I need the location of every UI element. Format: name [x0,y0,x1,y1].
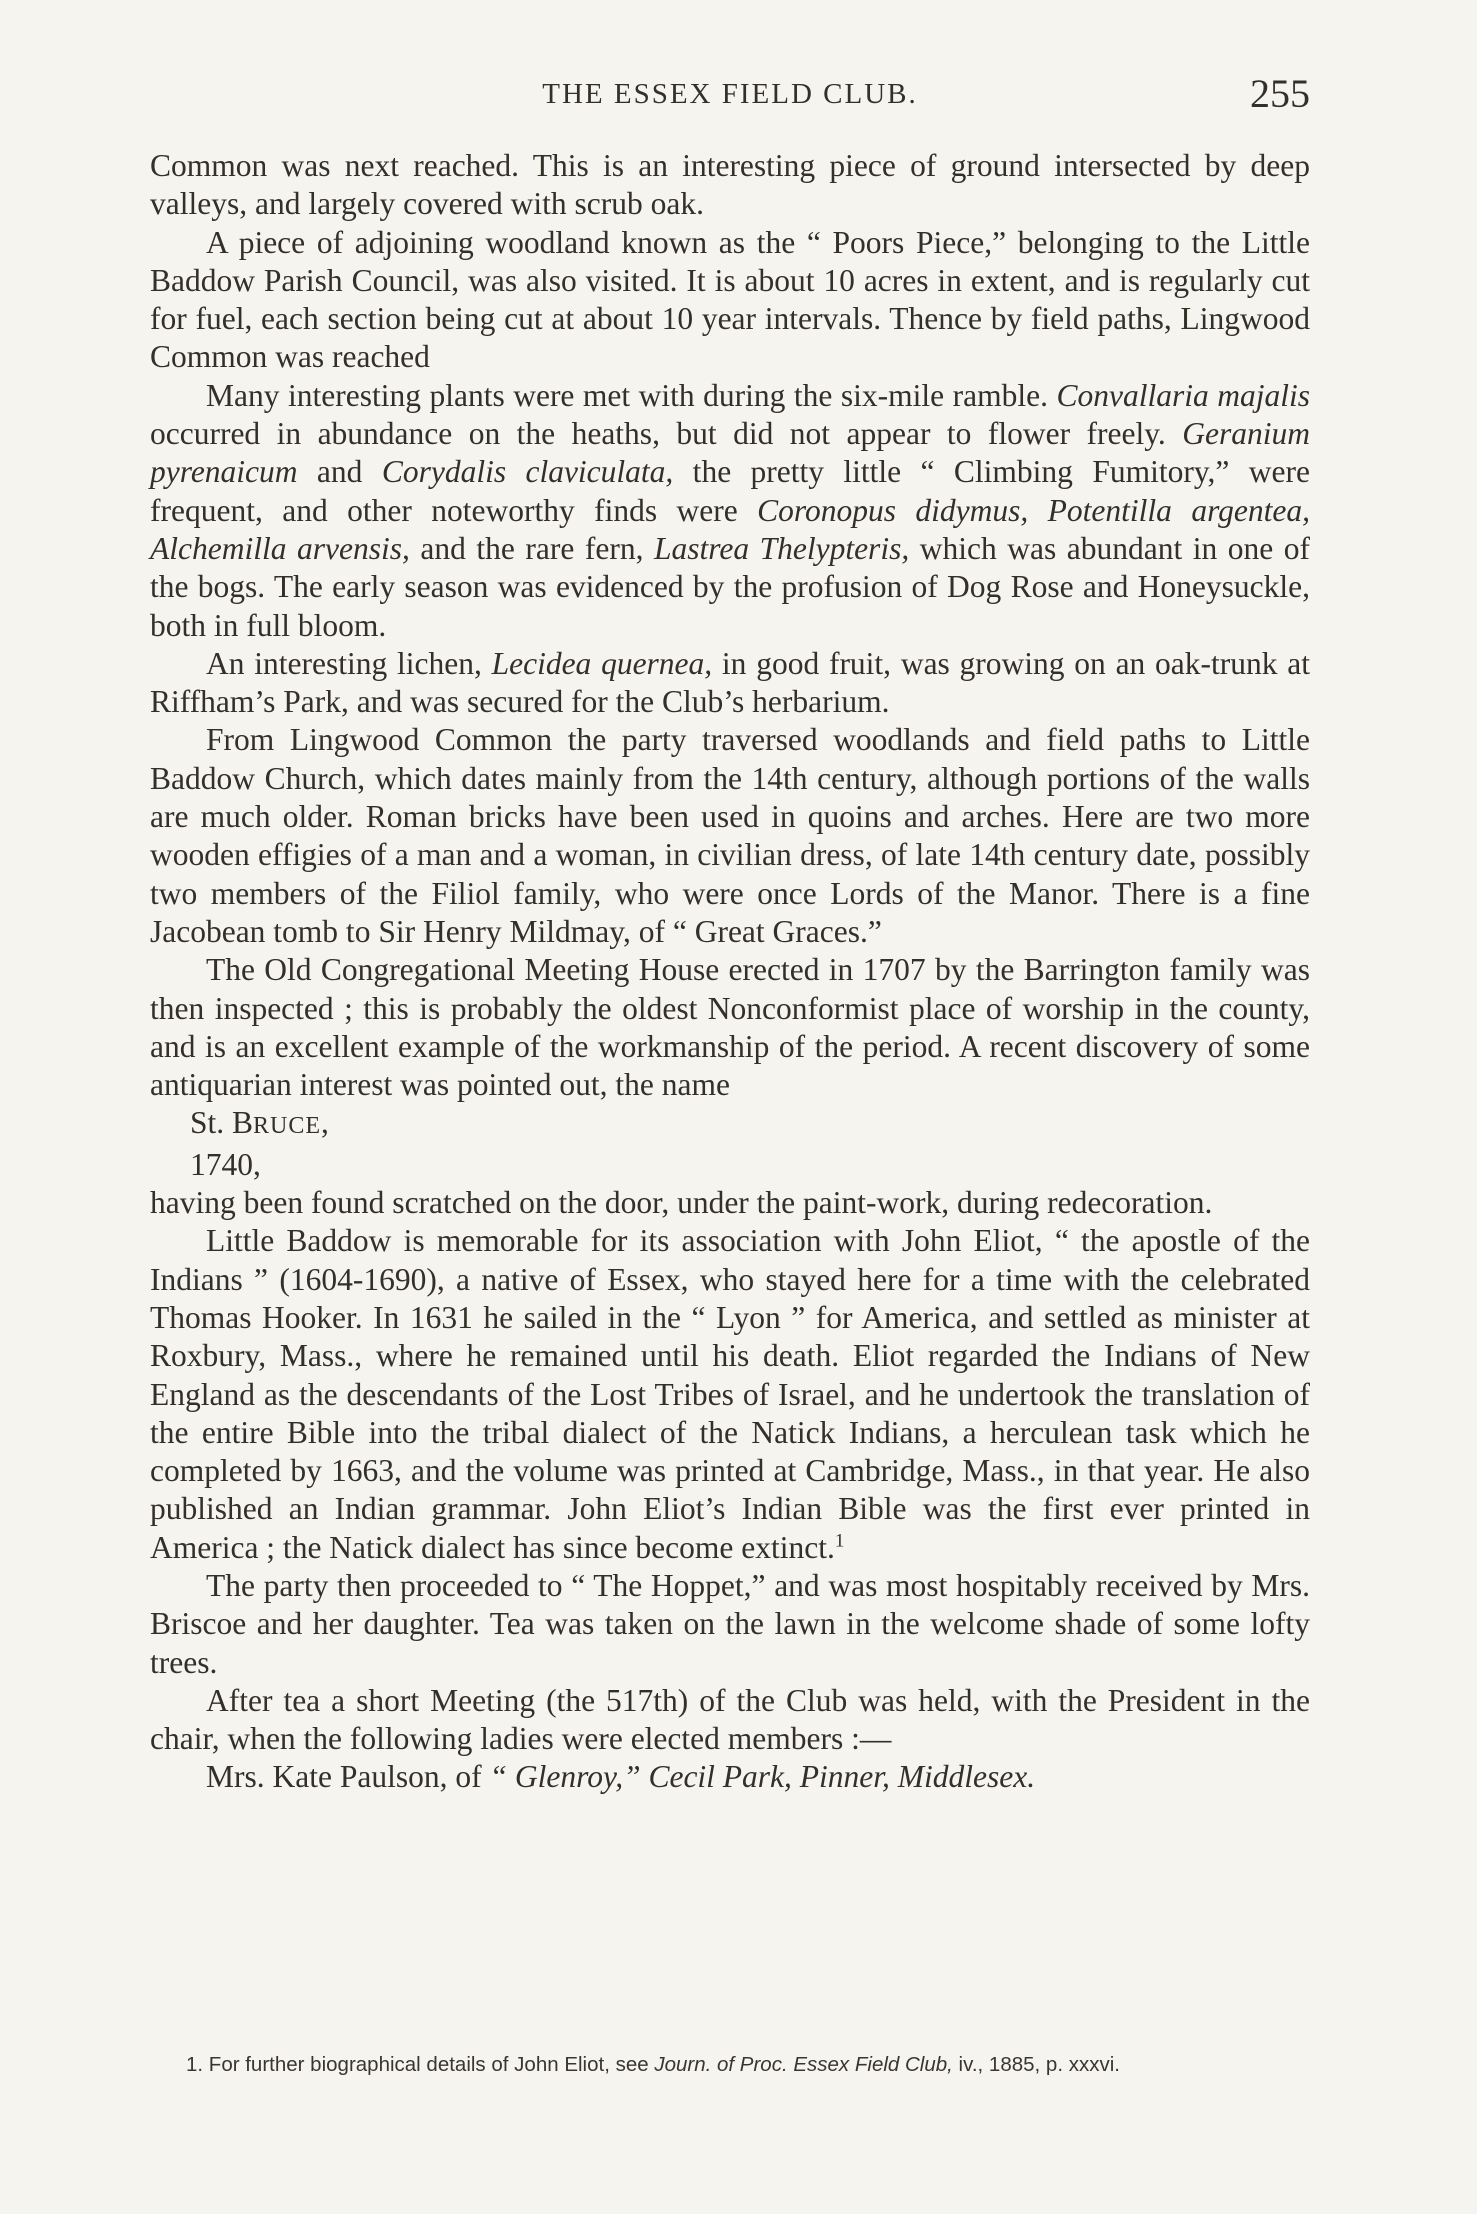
text-run: the pretty little “ Climbing Fumitory,” were frequent, and other noteworthy finds were [150,454,1310,528]
text-run: 1. For further biographical details of John Eliot, see [186,2053,655,2076]
paragraph-meeting-house: The Old Congregational Meeting House erected in 1707 by the Barrington family was then inspected ; this is probably the oldest Nonconformist place of worship in the county, and is an excellent example of the workmanship of the period. A recent discovery of some antiquarian interest was pointed out, the name [150,952,1310,1103]
inscription-st: St. B [190,1105,254,1141]
paragraph-john-eliot [150,1222,1310,1567]
inscription-comma: , [321,1105,329,1141]
footnote-reference: 1 [834,1530,845,1552]
species-name: Geranium pyrenaicum [150,416,1310,490]
text-run: and [297,454,382,490]
text-run: Little Baddow is memorable for its association with John Eliot, “ the apostle of the Indians ” (1604-1690), a native of Essex, who stayed here for a time with the celebrated Thomas Hooker. In 1631 he sailed in the “ Lyon ” for America, and settled as minister at Roxbury, Mass., where he remained until his death. Eliot regarded the Indians of New England as the descendants of the Lost Tribes of Israel, and he undertook the translation of the entire Bible into the tribal dialect of the Natick Indians, a herculean task which he completed by 1663, and the volume was printed at Cambridge, Mass., in that year. He also published an Indian grammar. John Eliot’s Indian Bible was the first ever printed in America ; the Natick dialect has since become extinct. [150,1223,1310,1565]
body-text [150,147,1310,1797]
address-italic: “ Glenroy,” Cecil Park, Pinner, Middlesex. [489,1759,1036,1795]
inscription-year: 1740, [190,1146,261,1182]
species-name: Corydalis claviculata, [381,454,674,490]
running-title: THE ESSEX FIELD CLUB. [542,78,918,110]
species-name: Coronopus didymus, Potentilla argentea, Alchemilla arvensis, [150,492,1310,566]
species-name: Lastrea Thelypteris, [653,530,910,566]
text-run: occurred in abundance on the heaths, but did not appear to flower freely. [150,416,1183,452]
paragraph-plants [150,377,1310,645]
inscription-small-caps: RUCE [253,1113,322,1140]
paragraph-common: Common was next reached. This is an interesting piece of ground intersected by deep valleys, and largely covered with scrub oak. [150,148,1310,222]
text-run: Many interesting plants were met with during the six-mile ramble. [206,377,1048,413]
page-number: 255 [1250,71,1310,116]
inscription-name [150,1104,1310,1145]
text-run: An interesting lichen, [206,645,492,681]
journal-title: Journ. of Proc. Essex Field Club, [654,2053,953,2076]
paragraph-church: From Lingwood Common the party traversed woodlands and field paths to Little Baddow Church, which dates mainly from the 14th century, although portions of the walls are much older. Roman bricks have been used in quoins and arches. Here are two more wooden effigies of a man and a woman, in civilian dress, of late 14th century date, possibly two members of the Filiol family, who were once Lords of the Manor. There is a fine Jacobean tomb to Sir Henry Mildmay, of “ Great Graces.” [150,722,1310,949]
paragraph-lichen [150,645,1310,722]
text-run: iv., 1885, p. xxxvi. [952,2053,1120,2076]
text-run: in good fruit, was growing on an oak-trunk at Riffham’s Park, and was secured for the Club’s herbarium. [150,645,1311,720]
paragraph-new-member [150,1758,1310,1796]
text-run: and the rare fern, [409,530,654,566]
footnote [150,2052,1310,2077]
paragraph-redecoration: having been found scratched on the door, under the paint-work, during redecoration. [150,1185,1213,1221]
text-run: Mrs. Kate Paulson, of [206,1759,490,1795]
text-run: which was abundant in one of the bogs. The early season was evidenced by the profusion of Dog Rose and Honeysuckle, both in full bloom. [150,530,1310,643]
paragraph-hoppet: The party then proceeded to “ The Hoppet,” and was most hospitably received by Mrs. Briscoe and her daughter. Tea was taken on the lawn in the welcome shade of some lofty trees. [150,1567,1310,1680]
paragraph-meeting: After tea a short Meeting (the 517th) of the Club was held, with the President in the chair, when the following ladies were elected members :— [150,1682,1310,1757]
paragraph-poors-piece: A piece of adjoining woodland known as the “ Poors Piece,” belonging to the Little Baddow Parish Council, was also visited. It is about 10 acres in extent, and is regularly cut for fuel, each section being cut at about 10 year intervals. Thence by field paths, Lingwood Common was reached [150,224,1310,375]
species-name: Lecidea quernea, [491,645,713,681]
species-name: Convallaria majalis [1056,377,1311,413]
running-head [150,70,1310,130]
footnote-text [150,2052,1310,2077]
